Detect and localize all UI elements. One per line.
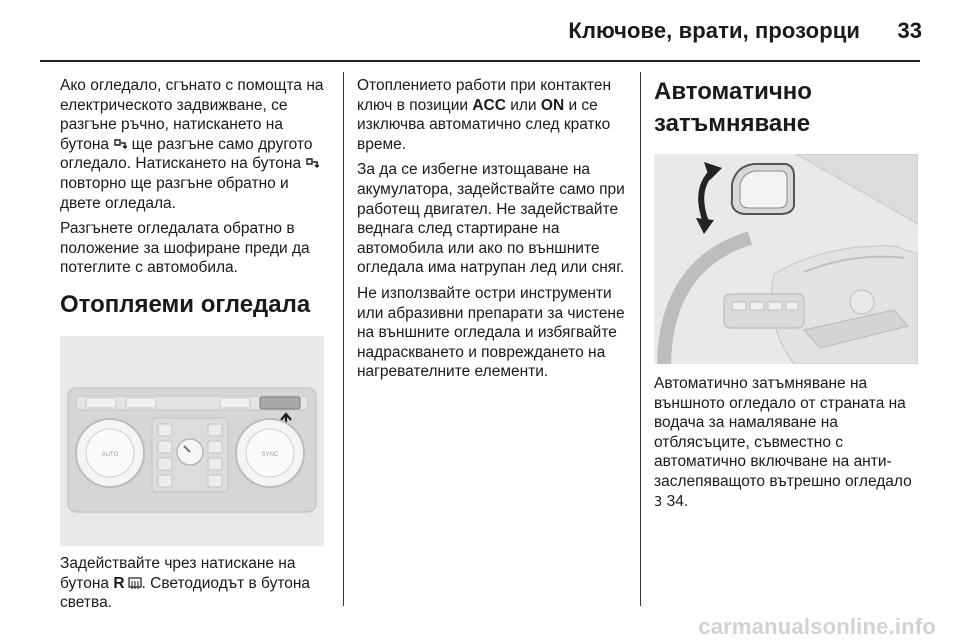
auto-dimming-caption: Автоматично затъмняване на външното огледало от страната на водача за намаляване на отблясъците, съвместно с автоматично включване на анти-заслепяващото вътрешно огледало 3 34. [654,375,912,510]
header-rule [40,60,920,62]
mirror-fold-paragraph: Ако огледало, сгънато с помощта на електрическото задвижване, се разгъне ръчно, натискането на бутона ще разгъне само другото огледало. Натискането на бутона повторно ще разгъне обратно и двете огледала. [60,77,324,212]
mode-button [158,458,172,470]
knob-label-auto: AUTO [101,451,119,458]
auto-dimming-heading: Автоматично затъмняване [654,78,812,137]
mirror-fold-icon [113,137,127,151]
window-switch-panel [724,294,804,328]
mode-button [158,441,172,453]
mode-button [208,424,222,436]
heating-operation-paragraph: Отоплението работи при контактен ключ в позиции ACC или ON и се изключва автоматично след кратко време. [357,77,612,153]
door-handle [850,290,874,314]
knob-label-sync: SYNC [261,451,279,458]
heated-mirror-caption: Задействайте чрез натискане на бутона R . Светодиодът в бутона светва. [60,554,311,612]
column-left [60,76,330,619]
panel-button [86,398,116,408]
column-middle [357,76,627,388]
header-title: Ключове, врати, прозорци [568,18,860,43]
watermark: carmanualsonline.info [698,614,936,639]
heated-mirror-button [260,397,300,409]
page-number: 33 [897,18,922,43]
mode-button [158,424,172,436]
heated-mirrors-heading: Отопляеми огледала [60,290,311,318]
mode-button [208,441,222,453]
column-divider-left [343,72,344,606]
reference-arrow-icon: 3 [654,494,663,510]
battery-paragraph: За да се избегне изтощаване на акумулатора, задействайте само при работещ двигател. Не задействайте веднага след стартиране на автомобила или ако по външните огледала има натрупан лед или сняг. [357,161,625,277]
mirror-fold-icon [305,156,319,170]
panel-button [126,398,156,408]
unfold-paragraph: Разгънете огледалата обратно в положение за шофиране преди да потеглите с автомобила. [60,220,310,277]
column-divider-right [640,72,641,606]
climate-panel-figure [60,336,324,546]
button-letter-r: R [113,574,125,592]
panel-button [220,398,250,408]
mirror-dimming-figure [654,154,918,364]
mode-button [208,458,222,470]
mode-button [208,475,222,487]
column-right [654,76,924,518]
cleaning-paragraph: Не използвайте остри инструменти или абразивни препарати за чистене на външните огледала и избягвайте надраскването и повреждането на нагревателните елементи. [357,284,625,381]
heated-rear-window-icon [128,576,142,590]
mode-button [158,475,172,487]
